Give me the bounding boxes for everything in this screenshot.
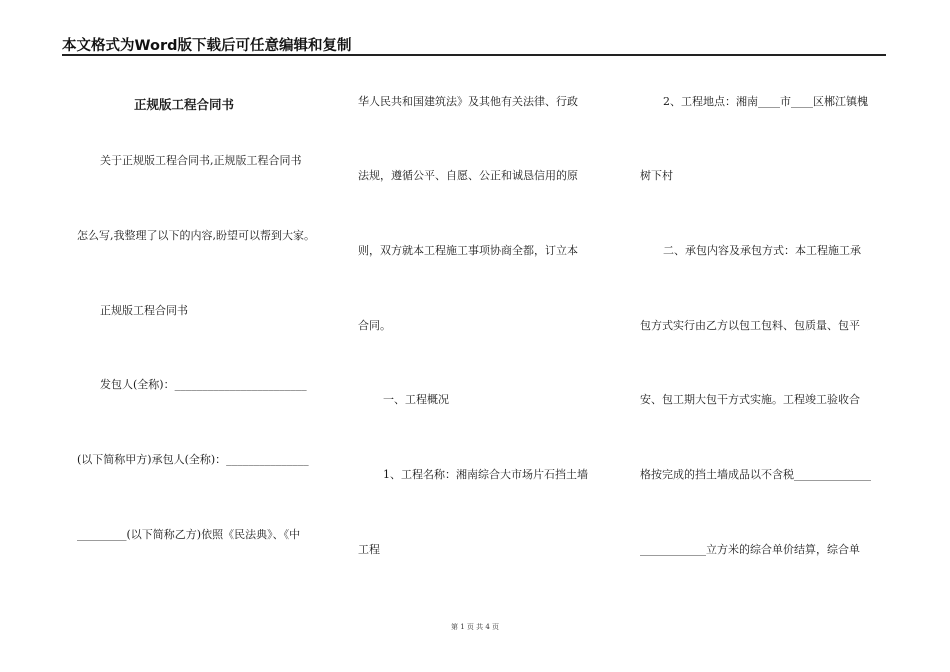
text-line: 则，双方就本工程施工事项协商全都，订立本: [358, 244, 578, 257]
text-line: 发包人(全称)：________________________: [100, 378, 307, 391]
text-line: 包方式实行由乙方以包工包料、包质量、包平: [640, 319, 860, 332]
text-line: _________(以下简称乙方)依照《民法典》、《中: [77, 528, 301, 541]
text-line: 格按完成的挡土墙成品以不含税______________: [640, 468, 871, 481]
document-title: 正规版工程合同书: [134, 97, 235, 112]
header-divider: [62, 54, 886, 56]
text-line: 工程: [358, 543, 380, 556]
text-line: 怎么写,我整理了以下的内容,盼望可以帮到大家。: [77, 229, 315, 242]
text-line: 2、工程地点：湘南____市____区郴江镇槐: [663, 95, 868, 108]
text-line: 关于正规版工程合同书,正规版工程合同书: [100, 154, 302, 167]
text-line: 合同。: [358, 319, 391, 332]
page-number: 第 1 页 共 4 页: [450, 623, 500, 631]
section-heading: 二、承包内容及承包方式：本工程施工承: [663, 244, 861, 257]
text-line: ____________立方米的综合单价结算，综合单: [640, 543, 860, 556]
text-line: (以下简称甲方)承包人(全称)：_______________: [77, 453, 309, 466]
text-line: 安、包工期大包干方式实施。工程竣工验收合: [640, 393, 860, 406]
text-line: 1、工程名称：湘南综合大市场片石挡土墙: [383, 468, 588, 481]
section-heading: 一、工程概况: [383, 393, 449, 406]
text-line: 华人民共和国建筑法》及其他有关法律、行政: [358, 95, 578, 108]
text-line: 正规版工程合同书: [100, 304, 188, 317]
text-line: 法规，遵循公平、自愿、公正和诚恳信用的原: [358, 169, 578, 182]
text-line: 树下村: [640, 169, 673, 182]
document-header: 本文格式为Word版下载后可任意编辑和复制: [62, 38, 352, 54]
